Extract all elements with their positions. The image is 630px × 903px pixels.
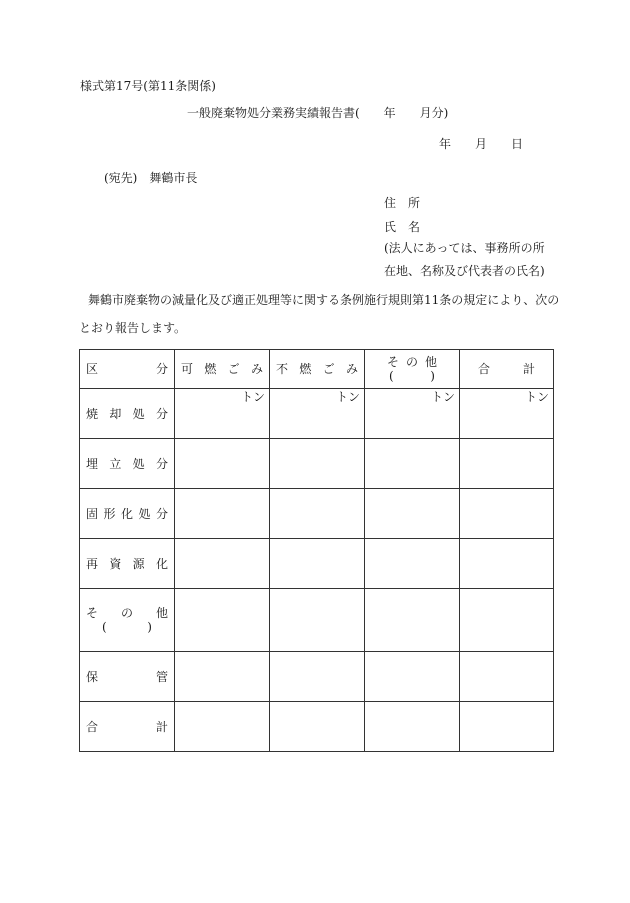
col-header-combustible: 可燃ごみ bbox=[175, 350, 270, 389]
input-cell[interactable] bbox=[175, 702, 270, 752]
corporate-note-line2: 在地、名称及び代表者の氏名) bbox=[384, 264, 545, 278]
table-row bbox=[80, 439, 554, 489]
col-header-total: 合計 bbox=[460, 350, 554, 389]
input-cell[interactable] bbox=[175, 652, 270, 702]
row-label-total: 合計 bbox=[80, 702, 175, 752]
row-label-other-blank: ( ) bbox=[102, 620, 152, 634]
input-cell[interactable] bbox=[270, 652, 365, 702]
input-cell[interactable] bbox=[270, 489, 365, 539]
body-text-line2: とおり報告します。 bbox=[79, 321, 187, 335]
row-label-landfill: 埋立処分 bbox=[80, 439, 175, 489]
table-row bbox=[80, 652, 554, 702]
unit-label: トン bbox=[365, 389, 460, 439]
input-cell[interactable] bbox=[365, 702, 460, 752]
input-cell[interactable] bbox=[365, 652, 460, 702]
input-cell[interactable] bbox=[175, 489, 270, 539]
col-header-other bbox=[365, 350, 460, 389]
input-cell[interactable] bbox=[460, 589, 554, 652]
col-header-other-blank: ( ) bbox=[389, 369, 435, 383]
row-label-solidification: 固形化処分 bbox=[80, 489, 175, 539]
table-row bbox=[80, 589, 554, 652]
row-label-other-label: その他 bbox=[86, 606, 168, 620]
date-line: 年 月 日 bbox=[439, 137, 524, 151]
document-title: 一般廃棄物処分業務実績報告書( 年 月分) bbox=[187, 106, 449, 120]
unit-label: トン bbox=[175, 389, 270, 439]
table-header-row bbox=[80, 350, 554, 389]
input-cell[interactable] bbox=[460, 489, 554, 539]
table-row bbox=[80, 539, 554, 589]
table-row bbox=[80, 489, 554, 539]
row-label-recycling: 再資源化 bbox=[80, 539, 175, 589]
corporate-note-line1: (法人にあっては、事務所の所 bbox=[384, 241, 545, 255]
name-label: 氏 名 bbox=[384, 220, 421, 234]
col-header-other-label: その他 bbox=[387, 355, 437, 369]
row-label-incineration: 焼却処分 bbox=[80, 389, 175, 439]
input-cell[interactable] bbox=[175, 539, 270, 589]
input-cell[interactable] bbox=[175, 589, 270, 652]
input-cell[interactable] bbox=[460, 652, 554, 702]
address-label: 住 所 bbox=[384, 196, 421, 210]
col-header-noncombustible: 不燃ごみ bbox=[270, 350, 365, 389]
addressee: (宛先) 舞鶴市長 bbox=[104, 171, 198, 185]
input-cell[interactable] bbox=[365, 439, 460, 489]
input-cell[interactable] bbox=[270, 702, 365, 752]
input-cell[interactable] bbox=[365, 489, 460, 539]
input-cell[interactable] bbox=[365, 539, 460, 589]
report-table bbox=[79, 349, 554, 752]
row-label-storage: 保管 bbox=[80, 652, 175, 702]
input-cell[interactable] bbox=[270, 439, 365, 489]
form-number: 様式第17号(第11条関係) bbox=[80, 79, 216, 93]
input-cell[interactable] bbox=[460, 539, 554, 589]
input-cell[interactable] bbox=[365, 589, 460, 652]
input-cell[interactable] bbox=[460, 439, 554, 489]
table-row bbox=[80, 389, 554, 439]
unit-label: トン bbox=[460, 389, 554, 439]
body-text-line1: 舞鶴市廃棄物の減量化及び適正処理等に関する条例施行規則第11条の規定により、次の bbox=[88, 293, 560, 307]
input-cell[interactable] bbox=[270, 589, 365, 652]
input-cell[interactable] bbox=[460, 702, 554, 752]
row-label-other bbox=[80, 589, 175, 652]
input-cell[interactable] bbox=[270, 539, 365, 589]
unit-label: トン bbox=[270, 389, 365, 439]
table-row bbox=[80, 702, 554, 752]
col-header-category: 区分 bbox=[80, 350, 175, 389]
input-cell[interactable] bbox=[175, 439, 270, 489]
